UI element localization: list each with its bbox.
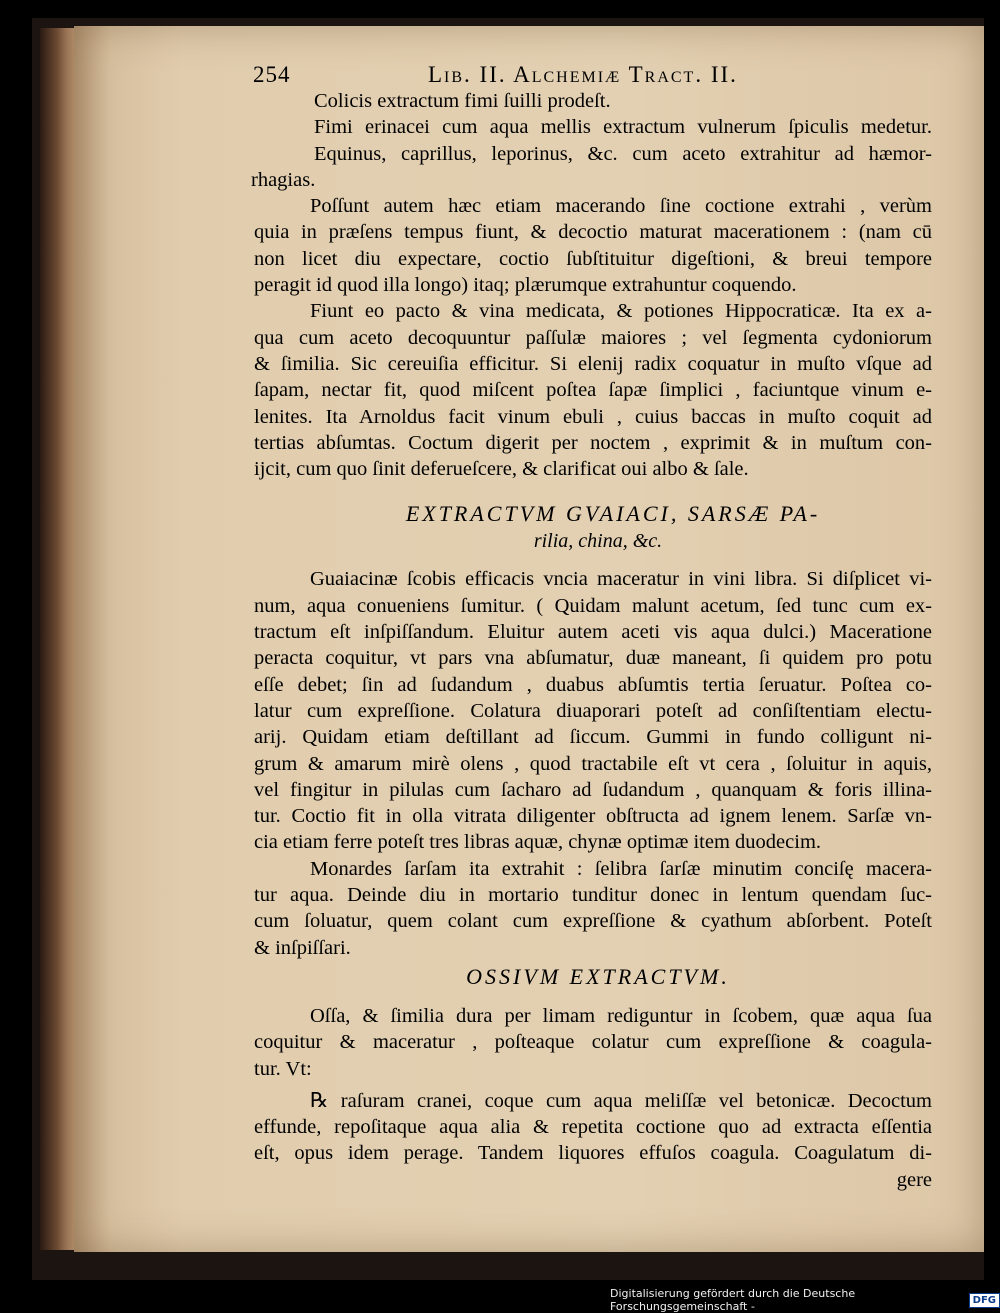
paragraph-5 [254, 856, 932, 961]
text-line: coquitur & maceratur , poſteaque colatur cum expreſſione & coagula- [254, 1031, 932, 1054]
text-line: latur cum expreſſione. Colatura diuaporari poteſt ad conſiſtentiam electu- [254, 699, 932, 722]
dfg-logo: DFG [969, 1293, 1000, 1308]
text-line: quia in præſens tempus fiunt, & decoctio maturat macerationem : (nam cū [254, 221, 932, 244]
text-line: peracta coquitur, vt pars vna abſumatur, duæ maneant, ſi quidem pro potu [254, 647, 932, 670]
text-line: tur aqua. Deinde diu in mortario tunditur donec in lentum quendam ſuc- [254, 884, 932, 907]
text-line: Oſſa, & ſimilia dura per limam rediguntur in ſcobem, quæ aqua ſua [310, 1004, 932, 1027]
text-line: grum & amarum mirè olens , quod tractabile eſt vt cera , ſoluitur in aquis, [254, 752, 932, 775]
catchword: gere [896, 1168, 932, 1191]
digitization-footer [610, 1287, 1000, 1313]
text-line: effunde, repoſitaque aqua alia & repetita coctione quo ad extracta eſſentia [254, 1116, 932, 1139]
text-line: Colicis extractum fimi ſuilli prodeſt. [314, 90, 611, 112]
text-line: ℞ raſuram cranei, coque cum aqua meliſſæ vel betonicæ. Decoctum [310, 1089, 932, 1112]
section-title-guaiaci: EXTRACTVM GVAIACI, SARSÆ PA- [405, 501, 821, 527]
text-line: cum ſoluatur, quem colant cum expreſſione & cyathum abſorbent. Poteſt [254, 910, 932, 933]
text-line: tertias abſumtas. Coctum digerit per noctem , exprimit & in muſtum con- [254, 431, 932, 454]
text-line: ijcit, cum quo ſinit deferueſcere, & clarificat oui albo & ſale. [254, 458, 749, 481]
footer-text: Digitalisierung gefördert durch die Deutsche Forschungsgemeinschaft - [610, 1287, 856, 1313]
text-line: & inſpiſſari. [254, 936, 351, 959]
book-binding [40, 28, 78, 1250]
text-line: non licet diu expectare, coctio ſubſtituitur digeſtioni, & breui tempore [254, 247, 932, 270]
text-line: lenites. Ita Arnoldus facit vinum ebuli , cuius baccas in muſto coquit ad [254, 405, 932, 428]
page-body [251, 88, 932, 1193]
text-line: tur. Coctio fit in olla vitrata diligenter obſtructa ad ignem lenem. Sarſæ vn- [254, 805, 932, 828]
section-subtitle-guaiaci: rilia, china, &c. [533, 530, 663, 553]
text-line: Fiunt eo pacto & vina medicata, & potiones Hippocraticæ. Ita ex a- [310, 300, 932, 323]
text-line: cia etiam ferre poteſt tres libras aquæ, chynæ optimæ item duodecim. [254, 831, 822, 854]
text-line: Fimi erinacei cum aqua mellis extractum vulnerum ſpiculis medetur. [314, 116, 932, 139]
text-line: eſſe debet; ſin ad ſudandum , duabus abſumtis tertia ſeruatur. Poſtea co- [254, 673, 932, 696]
text-line: qua cum aceto decoquuntur paſſulæ maiores ; vel ſegmenta cydoniorum [254, 326, 932, 349]
text-line: tractum eſt inſpiſſandum. Eluitur autem aceti vis aqua dulci.) Maceratione [254, 621, 932, 644]
paragraph-6 [254, 1003, 932, 1082]
text-line: arij. Quidam etiam deſtillant ad ſiccum. Gummi in fundo colligunt ni- [254, 726, 932, 749]
text-line: & ſimilia. Sic cereuiſia efficitur. Si elenij radix coquatur in muſto vſque ad [254, 352, 932, 375]
running-title: Lib. II. Alchemiæ Tract. II. [428, 62, 738, 87]
text-line: Guaiacinæ ſcobis efficacis vncia maceratur in vini libra. Si diſplicet vi- [310, 568, 932, 591]
paragraph-3 [254, 298, 932, 482]
section-title-ossium: OSSIVM EXTRACTVM. [466, 963, 730, 989]
page-number: 254 [253, 62, 291, 87]
paragraph-1 [251, 88, 932, 193]
paragraph-7 [254, 1088, 932, 1167]
text-line: vel fingitur in pilulas cum ſacharo ad ſudandum , quanquam & foris illina- [254, 778, 932, 801]
paragraph-4 [254, 566, 932, 855]
text-line: Equinus, caprillus, leporinus, &c. cum aceto extrahitur ad hæmor- [314, 142, 932, 165]
text-line: peragit id quod illa longo) itaq; plærumque extrahuntur coquendo. [254, 274, 797, 297]
text-line: rhagias. [251, 168, 316, 191]
text-line: eſt, opus idem perage. Tandem liquores effuſos coagula. Coagulatum di- [254, 1142, 932, 1165]
text-line: ſapam, nectar fit, quod miſcent poſtea ſapæ ſimplici , faciuntque vinum e- [254, 379, 932, 402]
text-line: Monardes ſarſam ita extrahit : ſelibra ſarſæ minutim conciſę macera- [310, 857, 932, 880]
paragraph-2 [254, 193, 932, 298]
text-line: num, aqua conueniens ſumitur. ( Quidam malunt acetum, ſed tunc cum ex- [254, 594, 932, 617]
text-line: tur. Vt: [254, 1057, 312, 1080]
text-line: Poſſunt autem hæc etiam macerando ſine coctione extrahi , verùm [310, 195, 932, 218]
